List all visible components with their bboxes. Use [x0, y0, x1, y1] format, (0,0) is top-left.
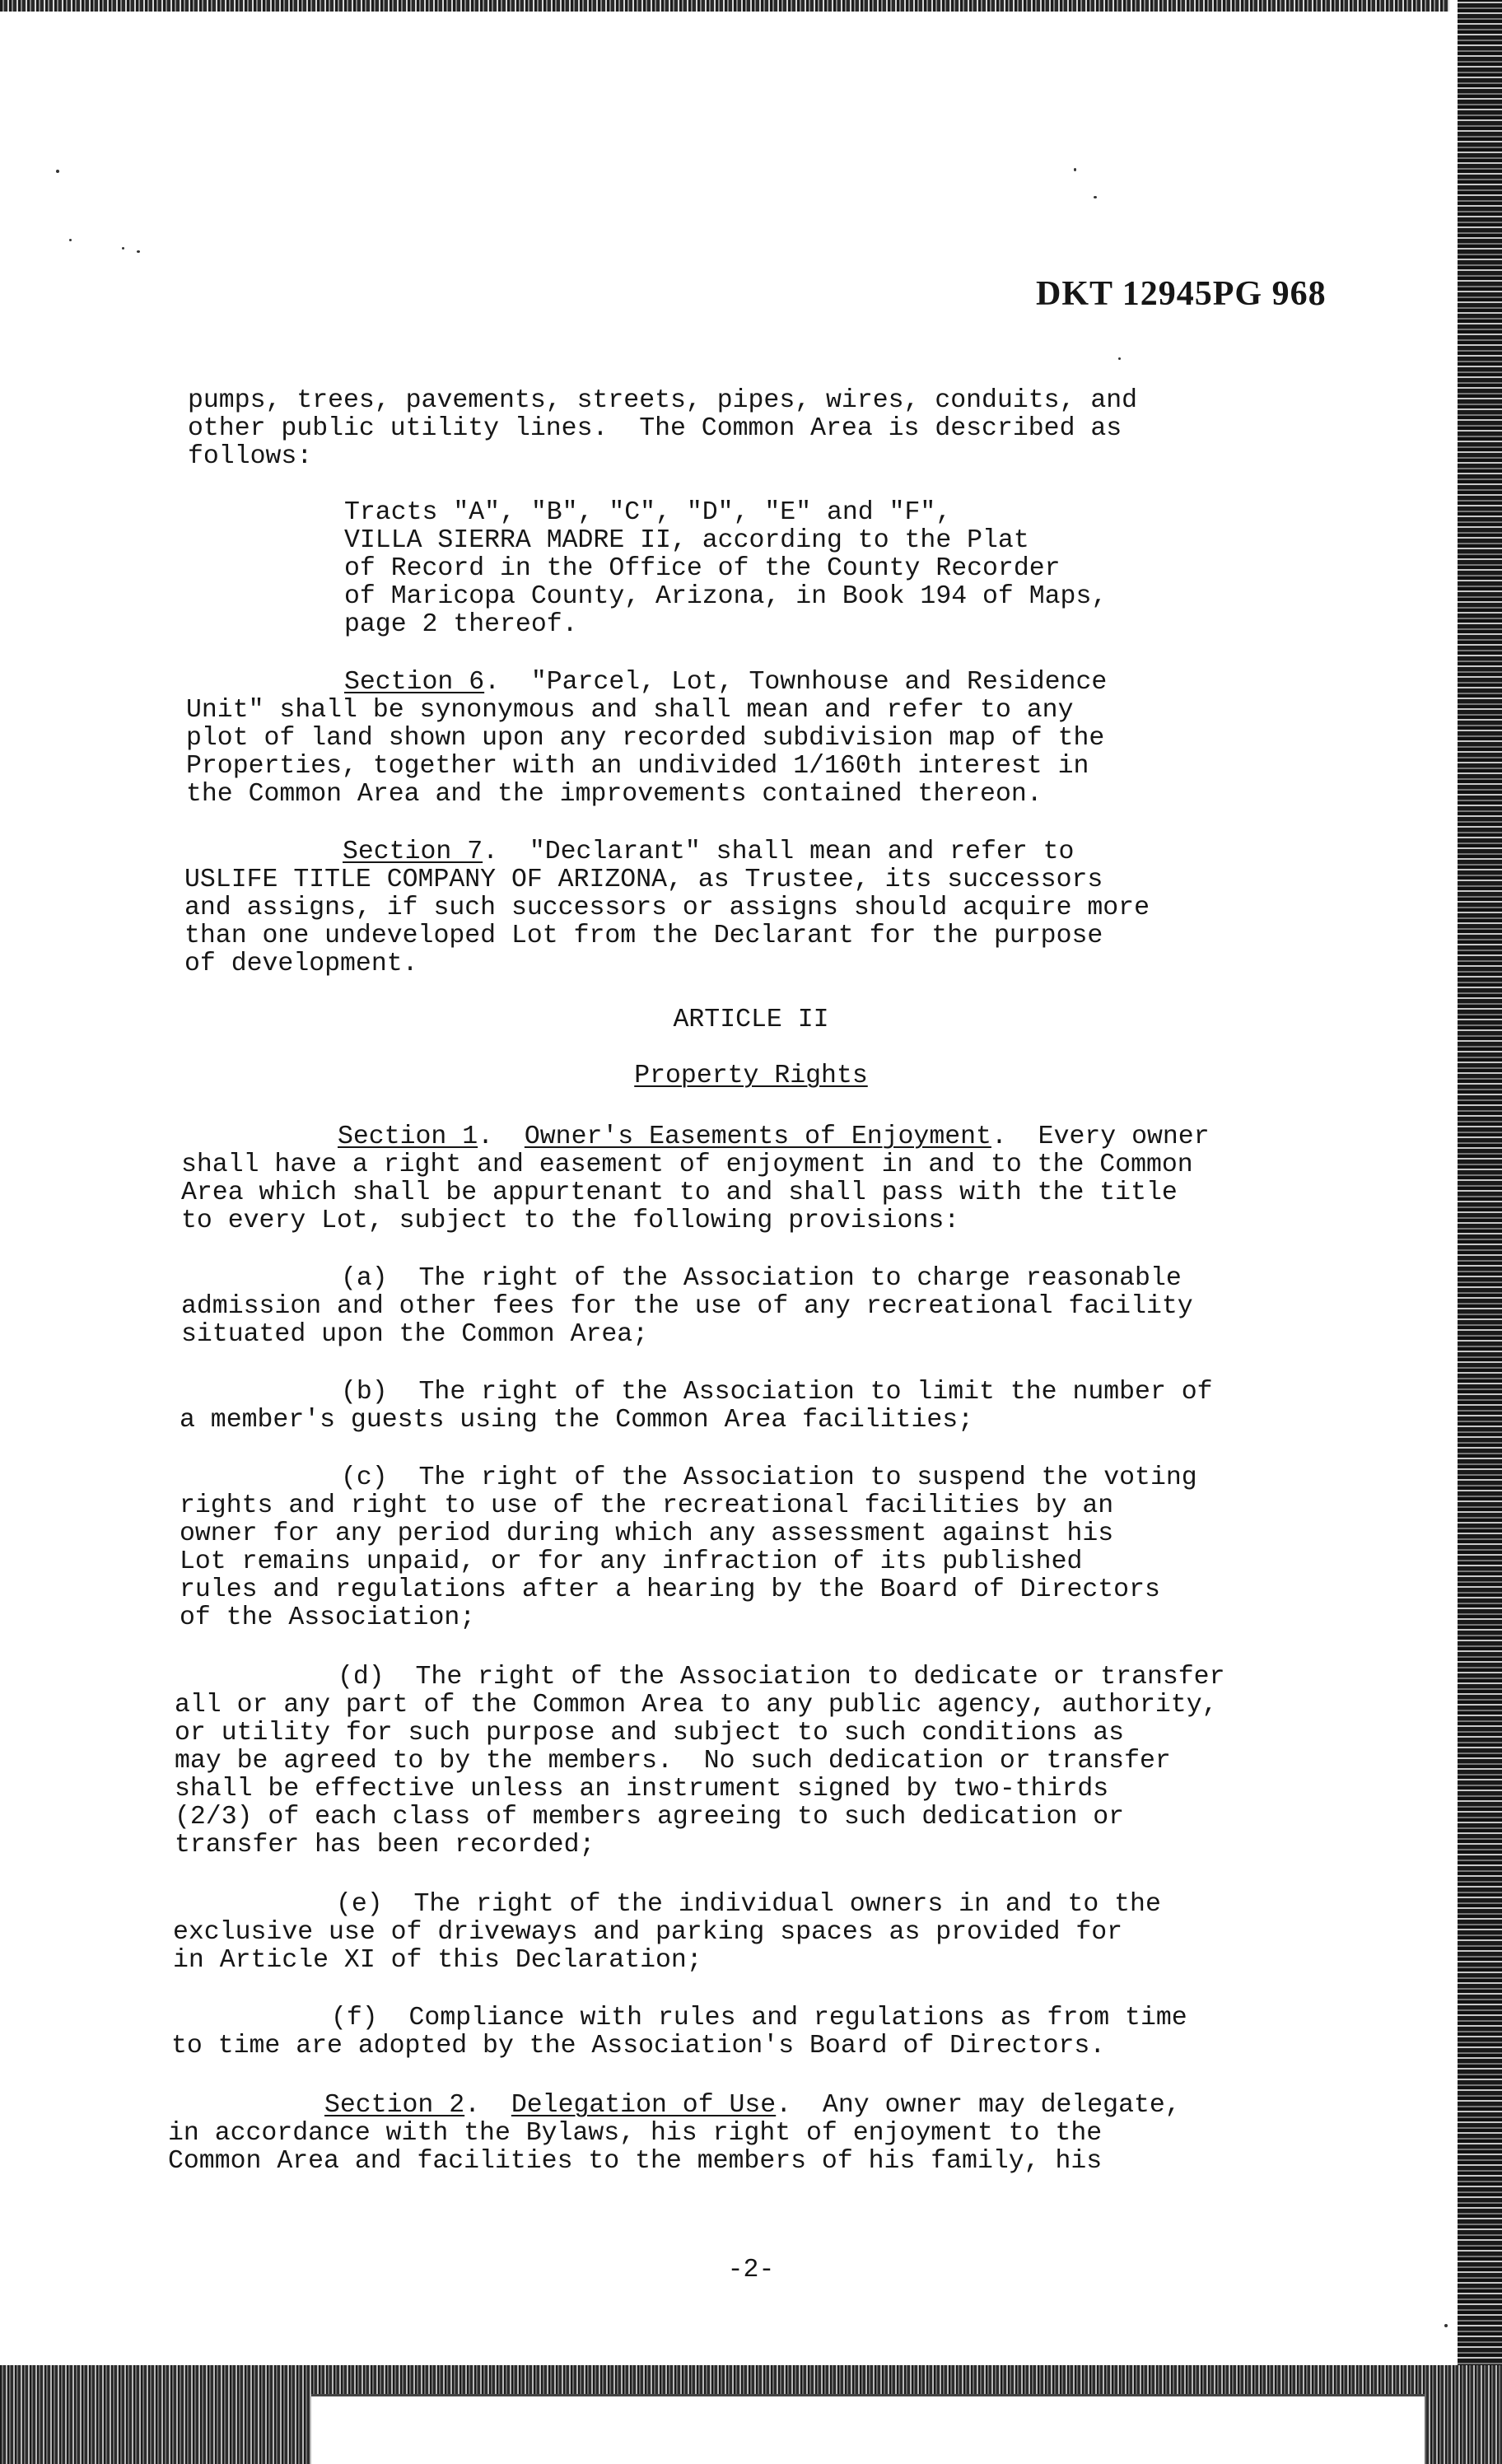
- provision-c-line: rules and regulations after a hearing by the Board of Directors: [180, 1575, 1160, 1604]
- scan-speck: [1094, 196, 1097, 198]
- section-7-first-line-text: . "Declarant" shall mean and refer to: [483, 838, 1075, 866]
- body-line: USLIFE TITLE COMPANY OF ARIZONA, as Trustee, its successors: [184, 866, 1103, 894]
- body-line: than one undeveloped Lot from the Declarant for the purpose: [184, 922, 1103, 950]
- scan-bottom-edge: [0, 2365, 1502, 2464]
- provision-d-line: transfer has been recorded;: [175, 1831, 595, 1860]
- provision-b-line: (b) The right of the Association to limit the number of: [341, 1378, 1213, 1407]
- body-line: Common Area and facilities to the members of his family, his: [168, 2147, 1103, 2176]
- art2-section-1-heading: Section 1: [338, 1122, 478, 1151]
- heading-separator: .: [464, 2091, 511, 2120]
- provision-c-line: rights and right to use of the recreational facilities by an: [180, 1491, 1114, 1520]
- article-title: [0, 1062, 1502, 1090]
- provision-a-line: admission and other fees for the use of any recreational facility: [181, 1292, 1193, 1321]
- scan-top-edge: [0, 0, 1449, 12]
- heading-separator: .: [478, 1122, 525, 1151]
- provision-d-line: all or any part of the Common Area to any public agency, authority,: [175, 1691, 1218, 1720]
- recording-stamp: DKT 12945PG 968: [1036, 275, 1327, 313]
- art2-section-1-first-line: [338, 1123, 1210, 1151]
- provision-c-line: (c) The right of the Association to suspend the voting: [341, 1463, 1197, 1492]
- section-6-first-line-text: . "Parcel, Lot, Townhouse and Residence: [484, 668, 1108, 697]
- provision-f-line: to time are adopted by the Association's Board of Directors.: [171, 2032, 1106, 2060]
- scan-speck: [69, 239, 72, 241]
- legal-description-line: VILLA SIERRA MADRE II, according to the Plat: [344, 526, 1029, 555]
- art2-section-1-subtitle: Owner's Easements of Enjoyment: [524, 1122, 991, 1151]
- provision-f-line: (f) Compliance with rules and regulations as from time: [331, 2004, 1187, 2032]
- provision-d-line: (2/3) of each class of members agreeing to such dedication or: [175, 1803, 1125, 1832]
- page-number: -2-: [727, 2256, 775, 2284]
- provision-e-line: (e) The right of the individual owners in and to the: [336, 1890, 1161, 1919]
- body-line: the Common Area and the improvements contained thereon.: [186, 780, 1043, 809]
- scan-speck: [122, 247, 124, 250]
- scan-speck: [1118, 357, 1121, 360]
- article-number: ARTICLE II: [673, 1006, 829, 1034]
- section-6-heading: Section 6: [344, 668, 485, 697]
- provision-c-line: of the Association;: [180, 1603, 476, 1632]
- section-7-first-line: [343, 838, 1074, 866]
- provision-b-line: a member's guests using the Common Area facilities;: [180, 1406, 974, 1435]
- body-line: shall have a right and easement of enjoyment in and to the Common: [181, 1150, 1193, 1179]
- scan-speck: [56, 170, 59, 173]
- scan-speck: [137, 250, 140, 253]
- body-line: and assigns, if such successors or assigns should acquire more: [184, 894, 1150, 922]
- art2-section-2-first-line-text: . Any owner may delegate,: [776, 2091, 1181, 2120]
- body-line: pumps, trees, pavements, streets, pipes, wires, conduits, and: [188, 386, 1138, 415]
- provision-d-line: may be agreed to by the members. No such dedication or transfer: [175, 1747, 1171, 1776]
- scan-speck: [1444, 2324, 1448, 2327]
- art2-section-2-subtitle: Delegation of Use: [511, 2091, 777, 2120]
- section-7-heading: Section 7: [343, 838, 483, 866]
- body-line: follows:: [188, 442, 313, 471]
- body-line: of development.: [184, 950, 418, 978]
- body-line: Area which shall be appurtenant to and shall pass with the title: [181, 1178, 1178, 1207]
- art2-section-1-first-line-text: . Every owner: [991, 1122, 1210, 1151]
- body-line: other public utility lines. The Common Area is described as: [188, 414, 1122, 443]
- legal-description-line: of Maricopa County, Arizona, in Book 194 of Maps,: [344, 582, 1108, 611]
- provision-e-line: exclusive use of driveways and parking spaces as provided for: [173, 1918, 1123, 1947]
- provision-d-line: (d) The right of the Association to dedicate or transfer: [338, 1663, 1225, 1692]
- art2-section-2-first-line: [324, 2092, 1181, 2120]
- provision-c-line: Lot remains unpaid, or for any infraction of its published: [180, 1547, 1083, 1576]
- article-title-text: Property Rights: [634, 1062, 868, 1090]
- provision-c-line: owner for any period during which any assessment against his: [180, 1519, 1114, 1548]
- body-line: in accordance with the Bylaws, his right of enjoyment to the: [168, 2119, 1103, 2148]
- provision-d-line: or utility for such purpose and subject to such conditions as: [175, 1719, 1125, 1748]
- body-line: Unit" shall be synonymous and shall mean and refer to any: [186, 696, 1074, 725]
- provision-e-line: in Article XI of this Declaration;: [173, 1946, 702, 1975]
- scan-speck: [1074, 168, 1076, 171]
- legal-description-line: of Record in the Office of the County Recorder: [344, 554, 1061, 583]
- provision-a-line: situated upon the Common Area;: [181, 1320, 649, 1349]
- provision-d-line: shall be effective unless an instrument signed by two-thirds: [175, 1775, 1109, 1804]
- body-line: plot of land shown upon any recorded subdivision map of the: [186, 724, 1105, 753]
- provision-a-line: (a) The right of the Association to charge reasonable: [341, 1264, 1182, 1293]
- legal-description-line: page 2 thereof.: [344, 610, 578, 639]
- legal-description-line: Tracts "A", "B", "C", "D", "E" and "F",: [344, 498, 952, 527]
- art2-section-2-heading: Section 2: [324, 2091, 465, 2120]
- scan-bottom-window: [311, 2394, 1425, 2464]
- section-6-first-line: [344, 669, 1107, 697]
- scan-right-edge: [1458, 0, 1502, 2464]
- body-line: to every Lot, subject to the following provisions:: [181, 1206, 960, 1235]
- body-line: Properties, together with an undivided 1/160th interest in: [186, 752, 1089, 781]
